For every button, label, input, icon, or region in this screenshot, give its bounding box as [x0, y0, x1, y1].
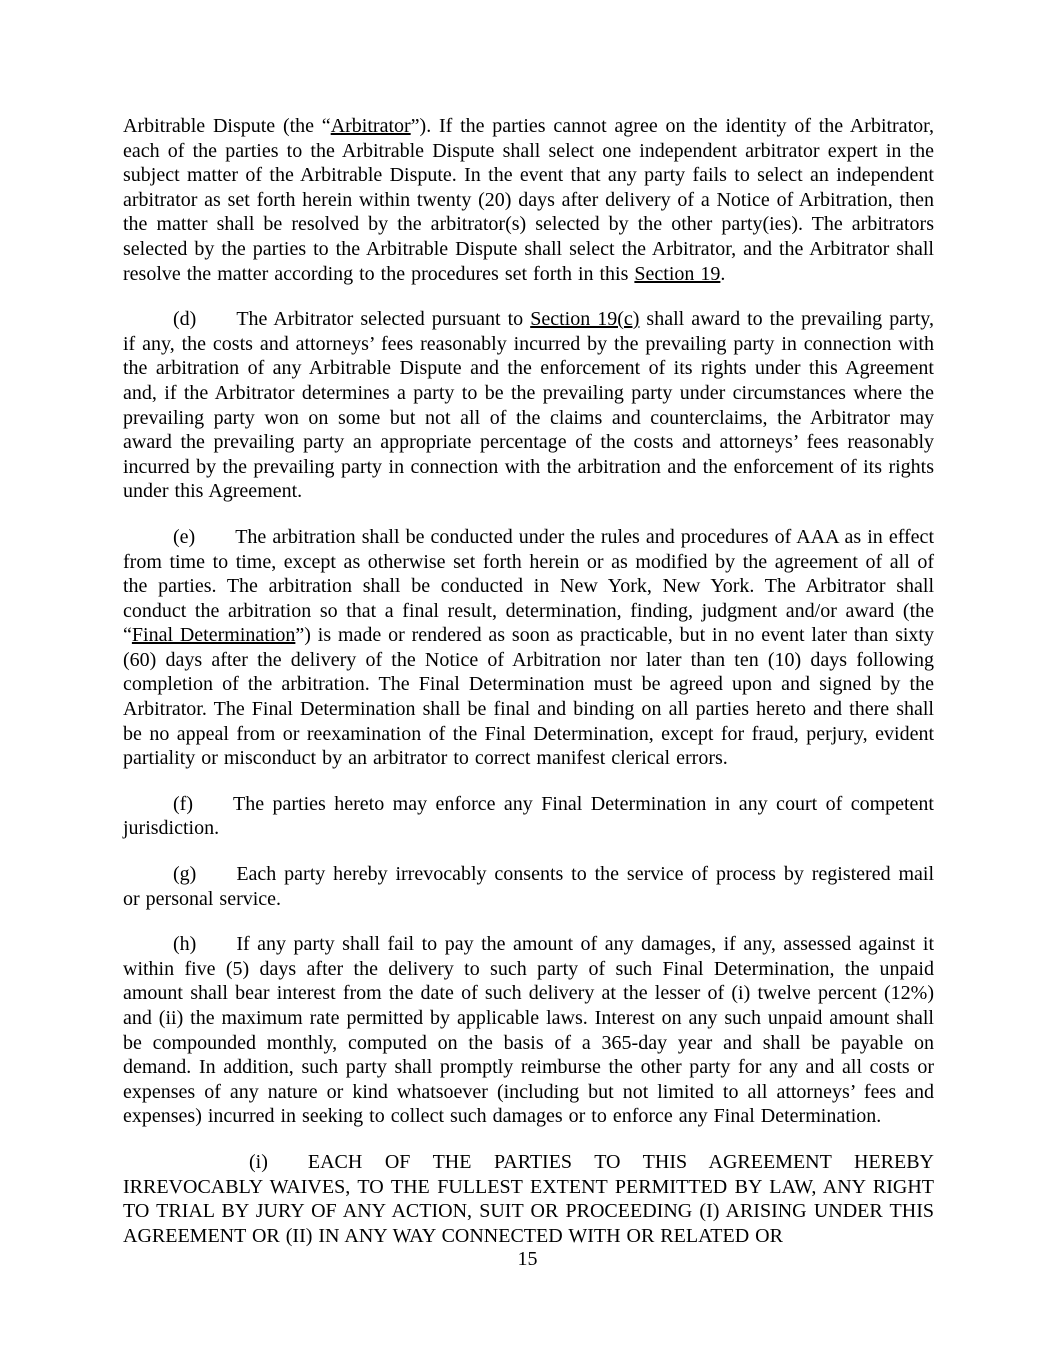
document-body [123, 114, 934, 1269]
paragraph-label: (i) [249, 1150, 268, 1173]
paragraph-d [123, 307, 934, 504]
underlined-term: Arbitrator [330, 115, 411, 137]
paragraph-g [123, 862, 934, 911]
paragraph-label: (d) [173, 308, 197, 331]
text-run: The Arbitrator selected pursuant to [236, 308, 531, 331]
text-run: If any party shall fail to pay the amount of any damages, if any, assessed against it within five (5) days after the delivery to such party of such Final Determination, the unpaid amount shall bear interest from the date of such delivery at the lesser of (i) twelve percent (12%) and (ii) the maximum rate permitted by applicable laws. Interest on any such unpaid amount shall be compounded monthly, computed on the basis of a 365-day year and shall be payable on demand. In addition, such party shall promptly reimburse the other party for any and all costs or expenses of any nature or kind whatsoever (including but not limited to all attorneys’ fees and expenses) incurred in seeking to collect such damages or to enforce any Final Determination. [123, 933, 934, 1128]
text-run: Arbitrable Dispute (the “ [123, 115, 331, 137]
text-run: The parties hereto may enforce any Final Determination in any court of competent jurisdiction. [123, 792, 934, 840]
text-run: shall award to the prevailing party, if any, the costs and attorneys’ fees reasonably incurred by the prevailing party in connection with the arbitration of any Arbitrable Dispute and the enforcement of its rights under this Agreement and, if the Arbitrator determines a party to be the prevailing party under circumstances where the prevailing party won on some but not all of the claims and counterclaims, the Arbitrator may award the prevailing party an appropriate percentage of the costs and attorneys’ fees reasonably incurred by the prevailing party in connection with the arbitration and the enforcement of its rights under this Agreement. [123, 308, 934, 503]
paragraph-label: (h) [173, 933, 197, 956]
underlined-term: Final Determination [131, 624, 296, 647]
paragraph-label: (g) [173, 863, 197, 886]
paragraph-continuation [123, 114, 934, 286]
paragraph-i [123, 1150, 934, 1248]
text-run: . [720, 262, 726, 285]
text-run: ”) is made or rendered as soon as practicable, but in no event later than sixty (60) days after the delivery of the Notice of Arbitration nor later than ten (10) days following completion of the arbitration. The Final Determination must be agreed upon and signed by the Arbitrator. The Final Determination shall be final and binding on all parties hereto and there shall be no appeal from or reexamination of the Final Determination, except for fraud, perjury, evident partiality or misconduct by an arbitrator to correct manifest clerical errors. [123, 624, 934, 770]
text-run: The arbitration shall be conducted under the rules and procedures of AAA as in effect from time to time, except as otherwise set forth herein or as modified by the agreement of all of the parties. The arbitration shall be conducted in New York, New York. The Arbitrator shall conduct the arbitration so that a final result, determination, finding, judgment and/or award (the “ [123, 525, 934, 647]
underlined-term: Section 19 [634, 262, 721, 285]
underlined-term: Section 19(c) [530, 308, 640, 331]
text-run: EACH OF THE PARTIES TO THIS AGREEMENT HEREBY IRREVOCABLY WAIVES, TO THE FULLEST EXTENT PERMITTED BY LAW, ANY RIGHT TO TRIAL BY JURY OF ANY ACTION, SUIT OR PROCEEDING (I) ARISING UNDER THIS AGREEMENT OR (II) IN ANY WAY CONNECTED WITH OR RELATED OR [123, 1150, 934, 1247]
paragraph-f [123, 792, 934, 841]
paragraph-label: (f) [173, 792, 193, 815]
text-run: ”). If the parties cannot agree on the identity of the Arbitrator, each of the parties to the Arbitrable Dispute shall select one independent arbitrator expert in the subject matter of the Arbitrable Dispute. In the event that any party fails to select an independent arbitrator as set forth herein within twenty (20) days after delivery of a Notice of Arbitration, then the matter shall be resolved by the arbitrator(s) selected by the other party(ies). The arbitrators selected by the parties to the Arbitrable Dispute shall select the Arbitrator, and the Arbitrator shall resolve the matter according to the procedures set forth in this [123, 115, 935, 285]
text-run: Each party hereby irrevocably consents to the service of process by registered mail or personal service. [123, 863, 934, 910]
paragraph-e [123, 525, 934, 771]
page-number: 15 [517, 1248, 538, 1270]
paragraph-h [123, 932, 934, 1129]
paragraph-label: (e) [173, 525, 196, 548]
